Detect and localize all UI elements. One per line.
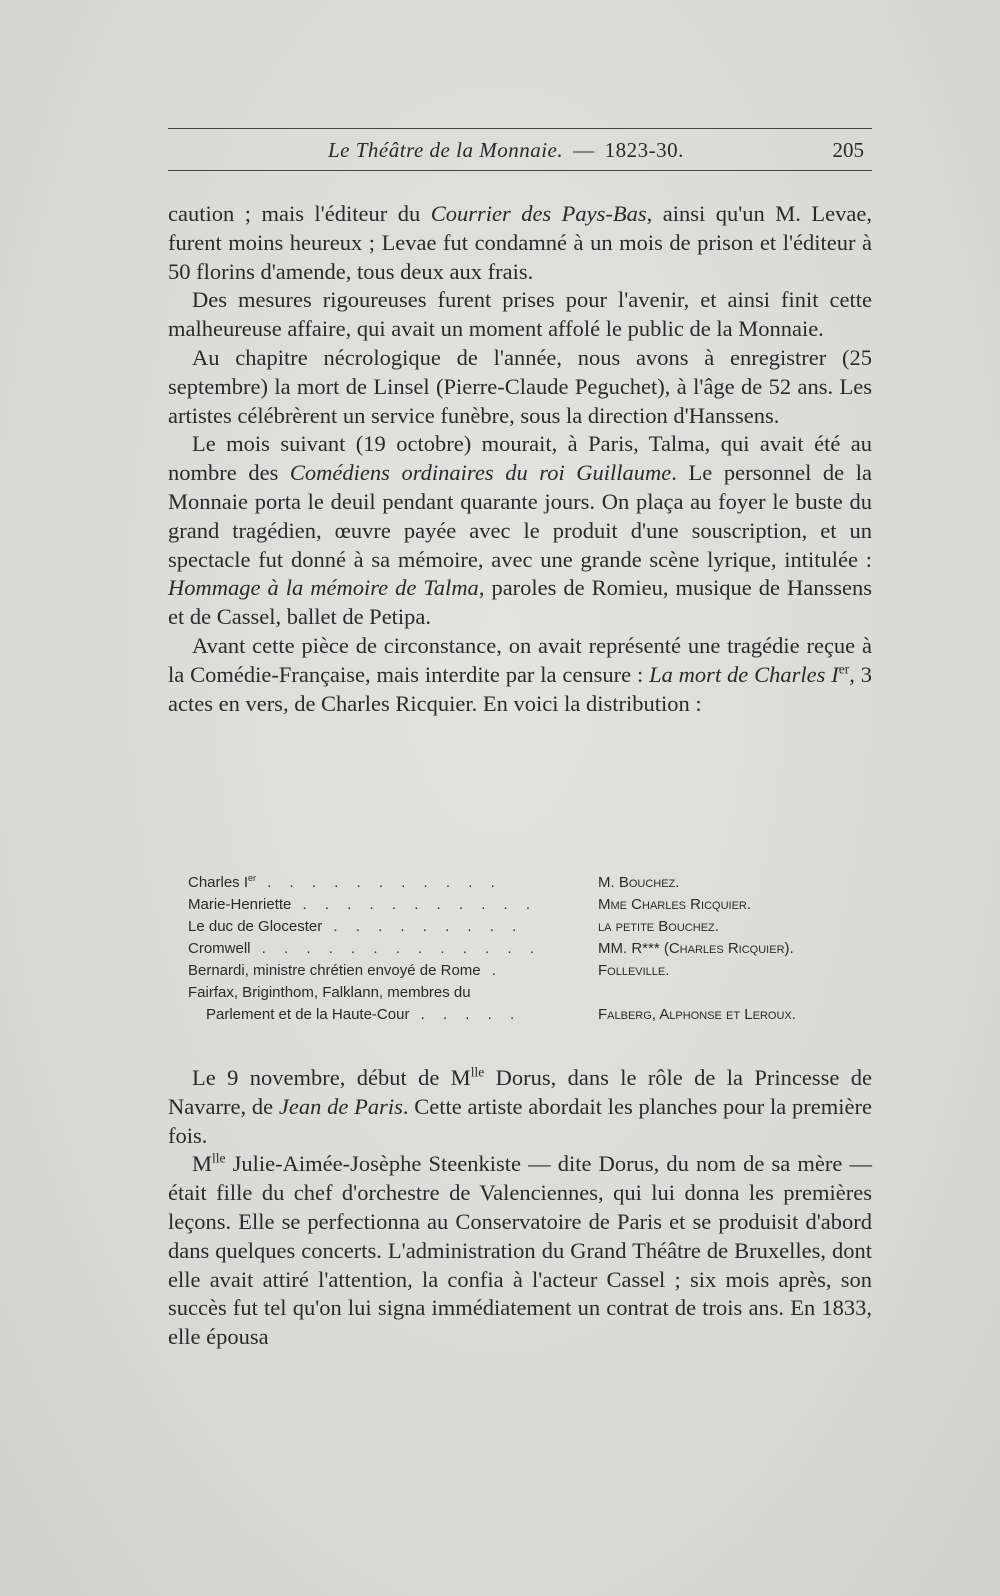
role-name: Cromwell bbox=[188, 940, 251, 957]
leader-dots: . . . . . . . . . bbox=[322, 918, 524, 935]
superscript: lle bbox=[212, 1150, 226, 1166]
paragraph bbox=[168, 200, 872, 286]
italic-title-text: Hommage à la mémoire de Talma bbox=[168, 575, 479, 601]
italic-title-text: La mort de Charles I bbox=[649, 661, 839, 687]
header-years: 1823-30. bbox=[604, 138, 684, 162]
superscript: er bbox=[838, 661, 850, 677]
role-name-continued: Parlement et de la Haute-Cour bbox=[206, 1006, 410, 1023]
leader-dots: . . . . . . . . . . . . . bbox=[250, 940, 541, 957]
cast-role bbox=[188, 916, 556, 938]
leader-dots: . . . . . . . . . . . bbox=[256, 874, 502, 891]
text-run: , paroles de Romieu, musique de Hanssens et de Cassel, ballet de Petipa. bbox=[168, 575, 872, 630]
cast-row bbox=[188, 938, 878, 960]
paragraph bbox=[168, 632, 872, 718]
header-bottom-rule bbox=[168, 170, 872, 171]
role-name: Le duc de Glocester bbox=[188, 918, 323, 935]
cast-row bbox=[188, 982, 878, 1026]
cast-actor: Folleville. bbox=[598, 962, 670, 979]
text-run: Julie-Aimée-Josèphe Steenkiste — dite Dorus, du nom de sa mère — était fille du chef d'orchestre de Valenciennes, qui lui donna les premières leçons. Elle se perfectionna au Conservatoire de Paris et se produisit d'abord dans quelques concerts. L'administration du Grand Théâtre de Bruxelles, dont elle avait attiré l'attention, la confia à l'acteur Cassel ; six mois après, son succès fut tel qu'on lui signa immédiatement un contrat de trois ans. En 1833, elle épousa bbox=[168, 1151, 872, 1350]
text-run: caution ; mais l'éditeur du bbox=[168, 201, 431, 226]
paragraph bbox=[168, 430, 872, 632]
header-dash: — bbox=[573, 138, 595, 162]
italic-title-text: Courrier des Pays-Bas bbox=[430, 201, 647, 226]
cast-role bbox=[188, 894, 556, 916]
header-top-rule bbox=[168, 128, 872, 129]
superscript: lle bbox=[470, 1064, 485, 1080]
text-run: Le mois suivant (19 octobre) mourait, à Paris, Talma, qui avait été au nombre des bbox=[168, 431, 872, 486]
page-header bbox=[168, 138, 872, 166]
role-superscript: er bbox=[248, 873, 257, 883]
role-name: Marie-Henriette bbox=[188, 896, 292, 913]
cast-role bbox=[188, 872, 556, 894]
cast-actor: MM. R*** (Charles Ricquier). bbox=[598, 940, 794, 957]
cast-row bbox=[188, 894, 878, 916]
cast-role bbox=[188, 938, 556, 960]
body-text-bottom bbox=[168, 1064, 872, 1352]
running-title bbox=[328, 138, 684, 163]
text-run: Dorus, dans le rôle de la Princesse de Navarre, de bbox=[168, 1065, 872, 1119]
leader-dots: . bbox=[480, 962, 503, 979]
cast-actor: M. Bouchez. bbox=[598, 874, 680, 891]
leader-dots: . . . . . bbox=[409, 1006, 522, 1023]
cast-role bbox=[188, 960, 556, 982]
text-run: , ainsi qu'un M. Levae, furent moins heureux ; Levae fut condamné à un mois de prison et l'éditeur à 50 florins d'amende, tous deux aux frais. bbox=[168, 201, 872, 284]
italic-title-text: Comédiens ordinaires du roi Guillaume bbox=[289, 460, 672, 486]
role-name: Fairfax, Briginthom, Falklann, membres du bbox=[188, 984, 471, 1001]
text-run: Le 9 novembre, début de M bbox=[192, 1065, 471, 1090]
cast-list bbox=[188, 872, 878, 1026]
role-name: Charles I bbox=[188, 874, 249, 891]
page-number: 205 bbox=[832, 138, 864, 162]
text-run: . Le personnel de la Monnaie porta le deuil pendant quarante jours. On plaça au foyer le buste du grand tragédien, œuvre payée avec le produit d'une souscription, et un spectacle fut donné à sa mémoire, avec une grande scène lyrique, intitulée : bbox=[168, 460, 872, 572]
text-run: . Cette artiste abordait les planches pour la première fois. bbox=[168, 1093, 872, 1148]
paragraph bbox=[168, 286, 872, 344]
paragraph bbox=[168, 1150, 872, 1352]
text-run: M bbox=[192, 1151, 213, 1177]
cast-row bbox=[188, 960, 878, 982]
leader-dots: . . . . . . . . . . . bbox=[291, 896, 538, 913]
cast-role bbox=[188, 982, 556, 1026]
paragraph bbox=[168, 1064, 872, 1150]
cast-row bbox=[188, 916, 878, 938]
running-title-text: Le Théâtre de la Monnaie. bbox=[328, 138, 564, 162]
text-run: , 3 actes en vers, de Charles Ricquier. En voici la distribution : bbox=[168, 661, 872, 716]
cast-actor: Falberg, Alphonse et Leroux. bbox=[598, 1006, 796, 1023]
cast-actor: Mme Charles Ricquier. bbox=[598, 896, 752, 913]
paragraph bbox=[168, 344, 872, 430]
role-name: Bernardi, ministre chrétien envoyé de Rome bbox=[188, 962, 481, 979]
cast-actor: la petite Bouchez. bbox=[598, 918, 719, 935]
text-run: Des mesures rigoureuses furent prises pour l'avenir, et ainsi finit cette malheureuse affaire, qui avait un moment affolé le public de la Monnaie. bbox=[168, 287, 872, 342]
cast-row bbox=[188, 872, 878, 894]
italic-title-text: Jean de Paris bbox=[278, 1093, 403, 1119]
text-run: Au chapitre nécrologique de l'année, nous avons à enregistrer (25 septembre) la mort de Linsel (Pierre-Claude Peguchet), à l'âge de 52 ans. Les artistes célébrèrent un service funèbre, sous la direction d'Hanssens. bbox=[168, 344, 872, 428]
text-run: Avant cette pièce de circonstance, on avait représenté une tragédie reçue à la Comédie-Française, mais interdite par la censure : bbox=[168, 632, 872, 687]
body-text-top bbox=[168, 200, 872, 718]
